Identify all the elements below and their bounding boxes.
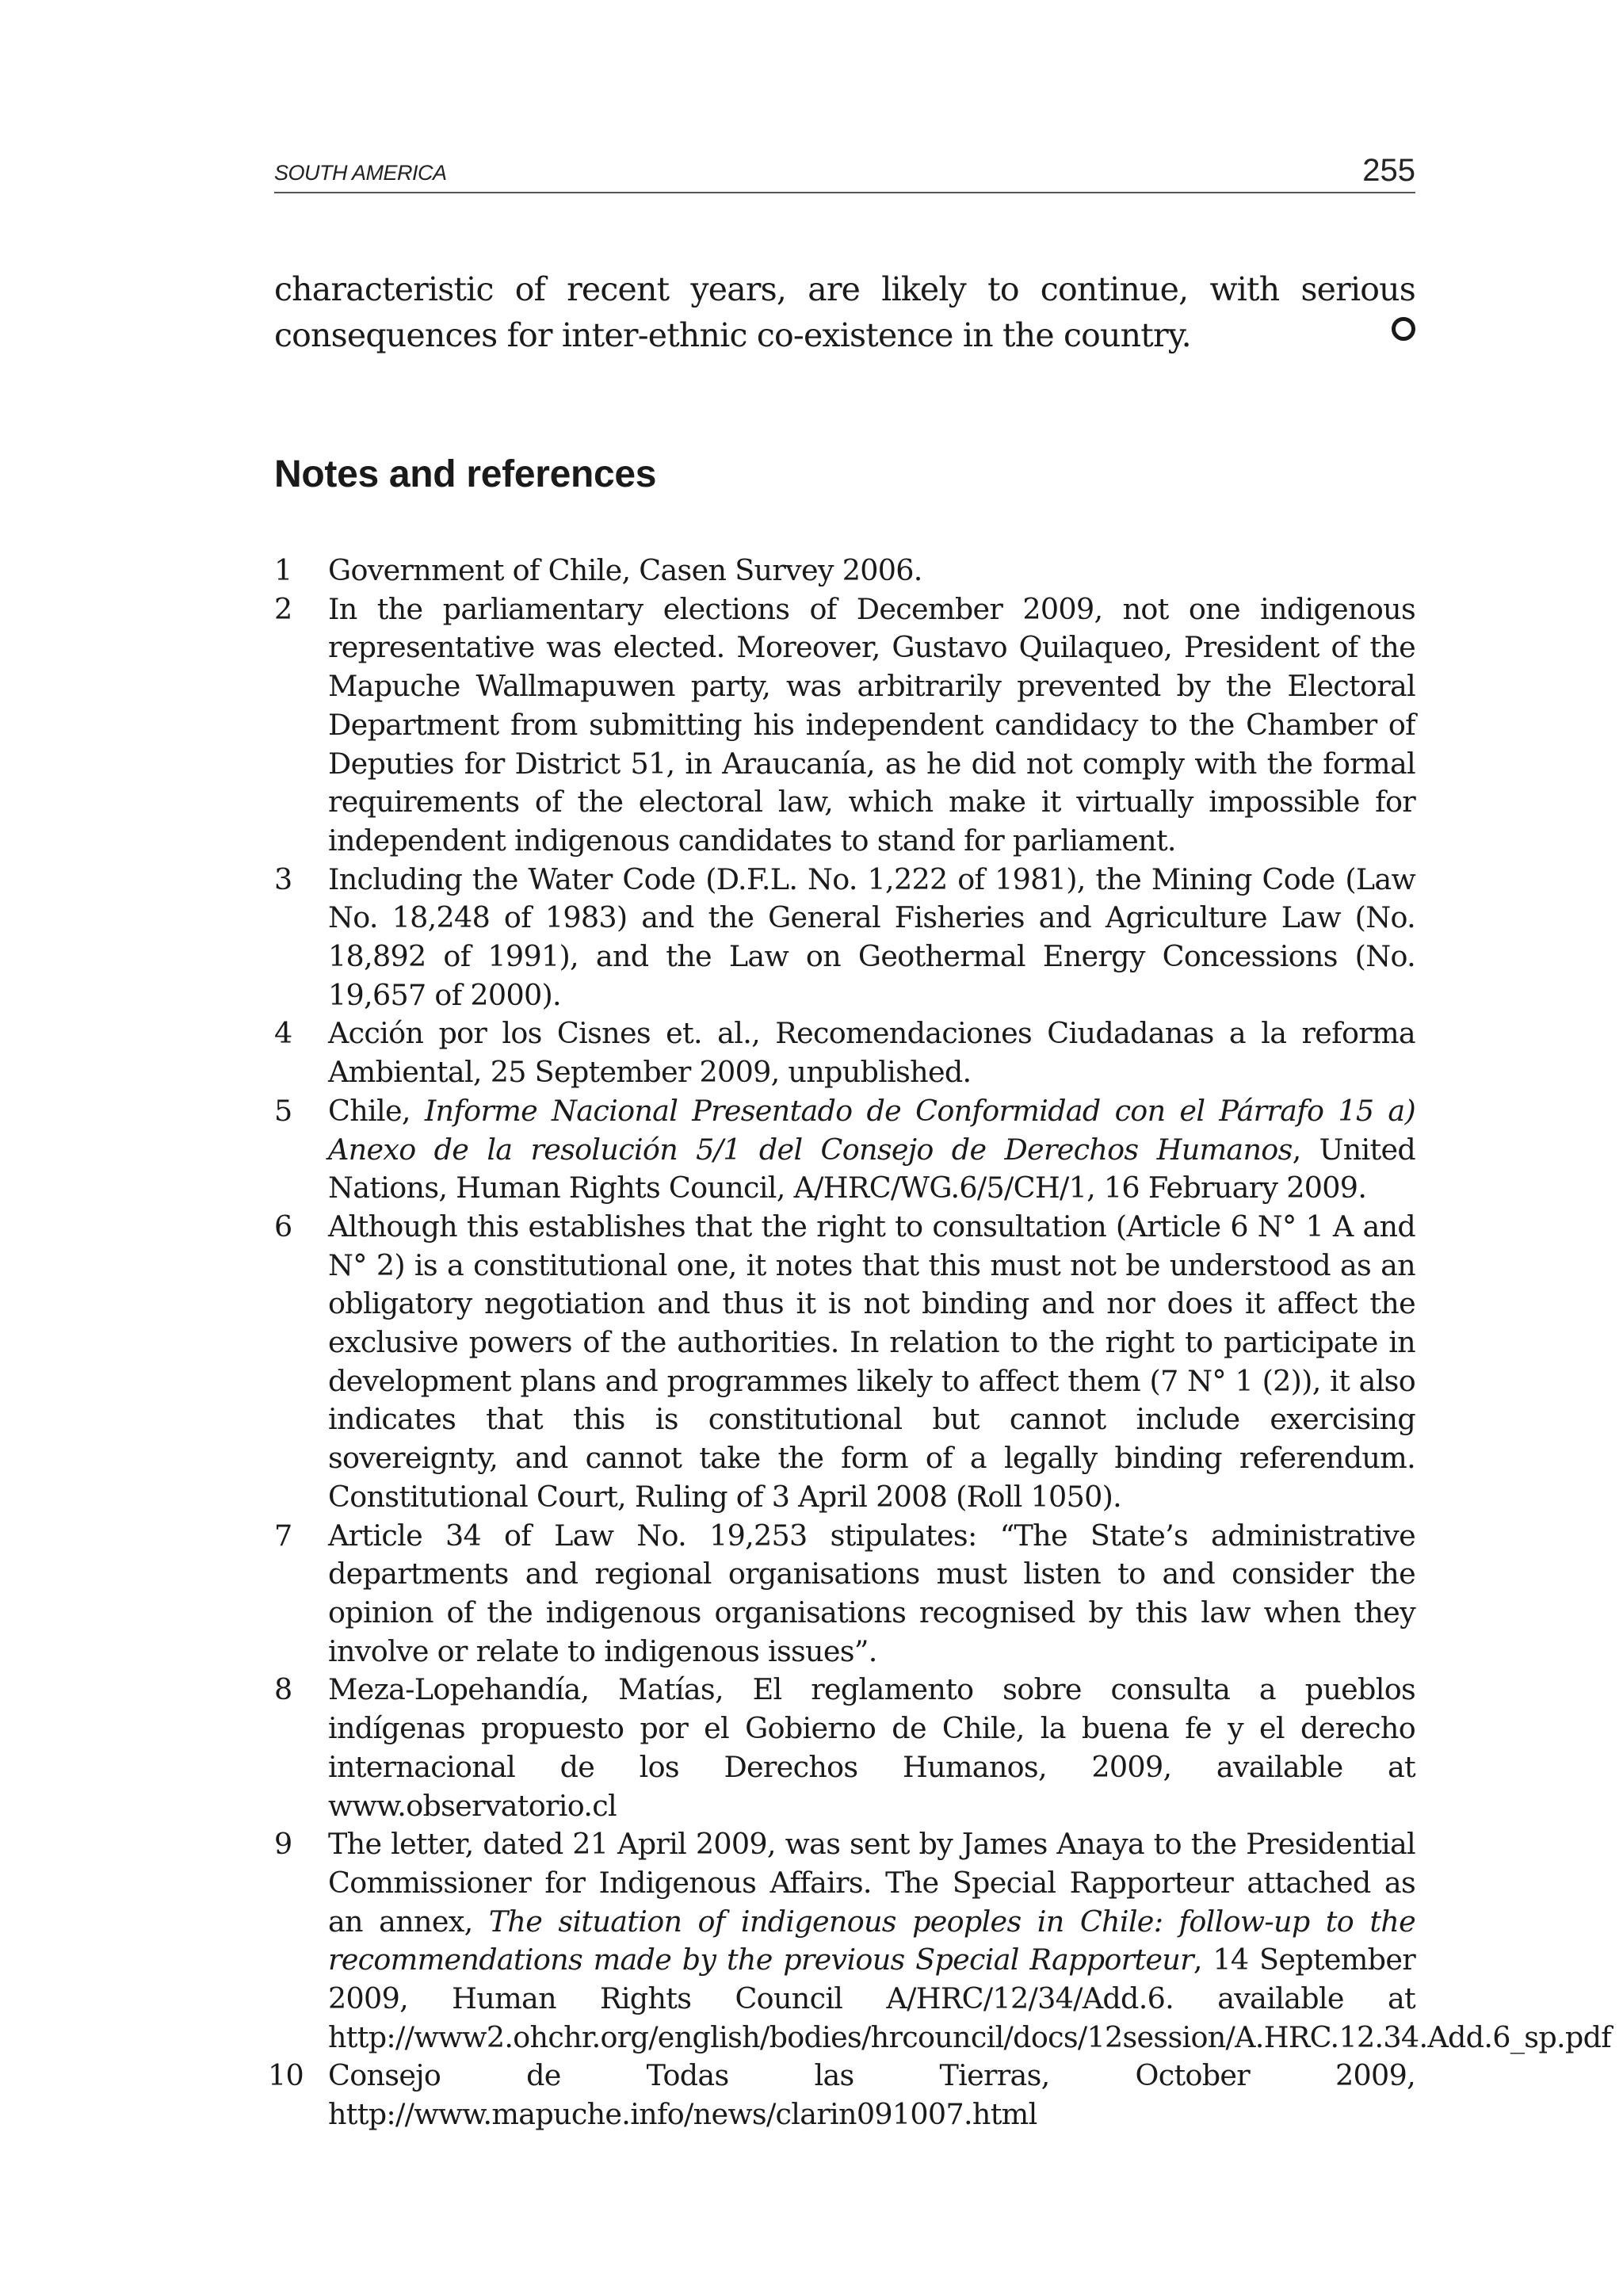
page-number: 255: [1362, 153, 1415, 188]
note-3: [274, 861, 1415, 1015]
note-9: [274, 1825, 1612, 2057]
end-of-article-circle-icon: [1392, 317, 1415, 341]
note-number: 1: [274, 553, 292, 587]
note-text-after: , 14 September 2009, Human Rights Council A/HRC/12/34/Add.6. available at http://www2.ohchr.org/english/bodies/hrcouncil/docs/12session/A.HRC.12.34.Add.6_sp.pdf: [328, 1943, 1612, 2054]
note-number: 6: [274, 1209, 292, 1244]
note-text: Consejo de Todas las Tierras, October 2009, http://www.mapuche.info/news/clarin091007.html: [328, 2058, 1415, 2132]
document-page: [268, 0, 1612, 2296]
note-text: Article 34 of Law No. 19,253 stipulates: “The State’s administrative departments and regional organisations must listen to and consider the opinion of the indigenous organisations recognised by this law when they involve or relate to indigenous issues”.: [328, 1518, 1415, 1668]
note-6: [274, 1208, 1415, 1517]
note-text: Meza-Lopehandía, Matías, El reglamento sobre consulta a pueblos indígenas propuesto por el Gobierno de Chile, la buena fe y el derecho internacional de los Derechos Humanos, 2009, available at www.observatorio.cl: [328, 1672, 1415, 1823]
running-header: [274, 152, 1415, 193]
note-text: Although this establishes that the right to consultation (Article 6 N° 1 A and N° 2) is a constitutional one, it notes that this must not be understood as an obligatory negotiation and thus it is not binding and nor does it affect the exclusive powers of the authorities. In relation to the right to participate in development plans and programmes likely to affect them (7 N° 1 (2)), it also indicates that this is constitutional but cannot include exercising sovereignty, and cannot take the form of a legally binding referendum. Constitutional Court, Ruling of 3 April 2008 (Roll 1050).: [328, 1209, 1415, 1514]
notes-list: [268, 552, 1612, 2134]
note-1: [274, 552, 1415, 590]
note-text: Including the Water Code (D.F.L. No. 1,222 of 1981), the Mining Code (Law No. 18,248 of 1983) and the General Fisheries and Agriculture Law (No. 18,892 of 1991), and the Law on Geothermal Energy Concessions (No. 19,657 of 2000).: [328, 861, 1415, 1012]
note-title-italic: Informe Nacional Presentado de Conformidad con el Párrafo 15 a) Anexo de la resolución 5/1 del Consejo de Derechos Humanos: [328, 1093, 1416, 1167]
note-text-after: , United Nations, Human Rights Council, A/HRC/WG.6/5/CH/1, 16 February 2009.: [328, 1132, 1416, 1205]
note-text: Government of Chile, Casen Survey 2006.: [328, 553, 922, 587]
note-number: 9: [274, 1827, 292, 1862]
note-number: 8: [274, 1672, 292, 1707]
note-8: [274, 1671, 1415, 1825]
note-number: 10: [268, 2058, 304, 2093]
note-number: 3: [274, 861, 292, 896]
note-text: In the parliamentary elections of December 2009, not one indigenous representative was elected. Moreover, Gustavo Quilaqueo, President of the Mapuche Wallmapuwen party, was arbitrarily prevented by the Electoral Department from submitting his independent candidacy to the Chamber of Deputies for District 51, in Araucanía, as he did not comply with the formal requirements of the electoral law, which make it virtually impossible for independent indigenous candidates to stand for parliament.: [328, 591, 1415, 858]
note-4: [274, 1014, 1415, 1091]
note-5: [274, 1092, 1415, 1208]
notes-heading: Notes and references: [274, 453, 657, 495]
note-number: 5: [274, 1093, 292, 1128]
note-2: [274, 590, 1415, 861]
note-text-before: The letter, dated 21 April 2009, was sent by James Anaya to the Presidential Commissioner for Indigenous Affairs. The Special Rapporteur attached as an annex,: [328, 1827, 1415, 1939]
note-10: [268, 2057, 1415, 2134]
section-title: SOUTH AMERICA: [274, 161, 447, 185]
note-text: Acción por los Cisnes et. al., Recomendaciones Ciudadanas a la reforma Ambiental, 25 September 2009, unpublished.: [328, 1016, 1415, 1090]
note-number: 4: [274, 1016, 292, 1051]
note-text-before: Chile,: [328, 1093, 425, 1128]
note-title-italic: The situation of indigenous peoples in Chile: follow-up to the recommendations made by the previous Special Rapporteur: [328, 1904, 1415, 1977]
note-number: 2: [274, 591, 292, 626]
note-number: 7: [274, 1518, 292, 1553]
intro-paragraph: characteristic of recent years, are likely to continue, with serious consequences for inter-ethnic co-existence in the country.: [274, 270, 1415, 354]
note-7: [274, 1517, 1415, 1671]
